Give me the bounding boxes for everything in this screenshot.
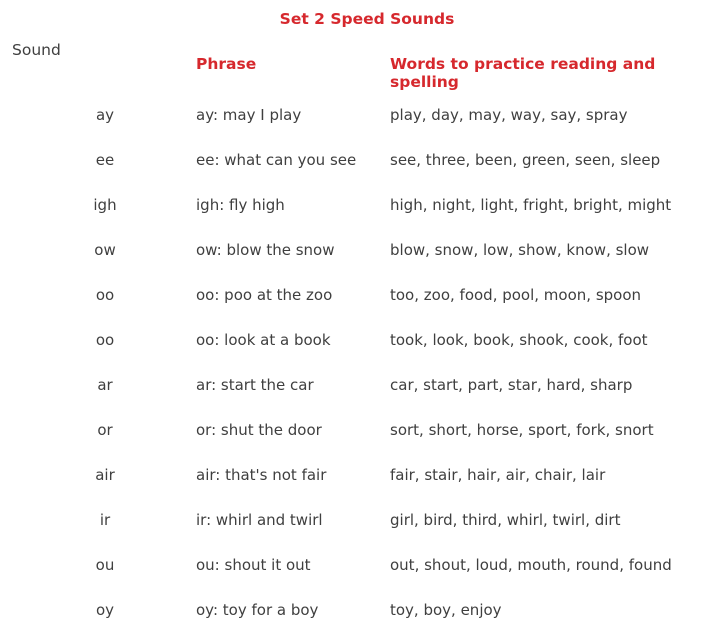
sound-cell: or	[97, 420, 113, 439]
phrase-cell: oy: toy for a boy	[196, 600, 319, 619]
phrase-cell: ar: start the car	[196, 375, 314, 394]
phrase-cell: oo: look at a book	[196, 330, 331, 349]
words-cell: took, look, book, shook, cook, foot	[390, 330, 648, 349]
words-cell: blow, snow, low, show, know, slow	[390, 240, 650, 259]
words-cell: girl, bird, third, whirl, twirl, dirt	[390, 510, 621, 529]
phrase-cell: ou: shout it out	[196, 555, 311, 574]
phrase-cell: igh: fly high	[196, 195, 285, 214]
table-row	[0, 452, 714, 497]
phrase-cell: ay: may I play	[196, 105, 302, 124]
sound-cell: ir	[99, 510, 111, 529]
table-row	[0, 182, 714, 227]
column-header-sound: Sound	[12, 41, 61, 59]
sound-cell: oo	[95, 285, 115, 304]
table-row	[0, 587, 714, 632]
table-row	[0, 227, 714, 272]
sound-cell: ar	[97, 375, 113, 394]
sound-cell: ow	[94, 240, 116, 259]
sound-cell: ay	[95, 105, 115, 124]
words-cell: fair, stair, hair, air, chair, lair	[390, 465, 606, 484]
sound-cell: ee	[95, 150, 115, 169]
table-row	[0, 497, 714, 542]
table-row	[0, 92, 714, 137]
table-row	[0, 317, 714, 362]
table-row	[0, 542, 714, 587]
sound-cell: igh	[93, 195, 117, 214]
words-cell: too, zoo, food, pool, moon, spoon	[390, 285, 642, 304]
column-header-phrase: Phrase	[196, 55, 257, 73]
sounds-table-body	[0, 92, 714, 632]
words-cell: out, shout, loud, mouth, round, found	[390, 555, 672, 574]
sound-cell: ou	[95, 555, 115, 574]
words-cell: high, night, light, fright, bright, might	[390, 195, 672, 214]
sound-cell: air	[95, 465, 115, 484]
table-row	[0, 407, 714, 452]
sound-cell: oo	[95, 330, 115, 349]
phrase-cell: or: shut the door	[196, 420, 322, 439]
words-cell: toy, boy, enjoy	[390, 600, 502, 619]
table-row	[0, 272, 714, 317]
sound-cell: oy	[95, 600, 115, 619]
words-cell: play, day, may, way, say, spray	[390, 105, 628, 124]
phrase-cell: ir: whirl and twirl	[196, 510, 323, 529]
table-row	[0, 362, 714, 407]
phrase-cell: oo: poo at the zoo	[196, 285, 333, 304]
column-header-words: Words to practice reading and spelling	[390, 55, 656, 91]
phrase-cell: ee: what can you see	[196, 150, 357, 169]
words-cell: car, start, part, star, hard, sharp	[390, 375, 633, 394]
words-cell: see, three, been, green, seen, sleep	[390, 150, 661, 169]
page-title: Set 2 Speed Sounds	[279, 10, 455, 28]
phrase-cell: ow: blow the snow	[196, 240, 335, 259]
table-row	[0, 137, 714, 182]
phrase-cell: air: that's not fair	[196, 465, 327, 484]
words-cell: sort, short, horse, sport, fork, snort	[390, 420, 654, 439]
